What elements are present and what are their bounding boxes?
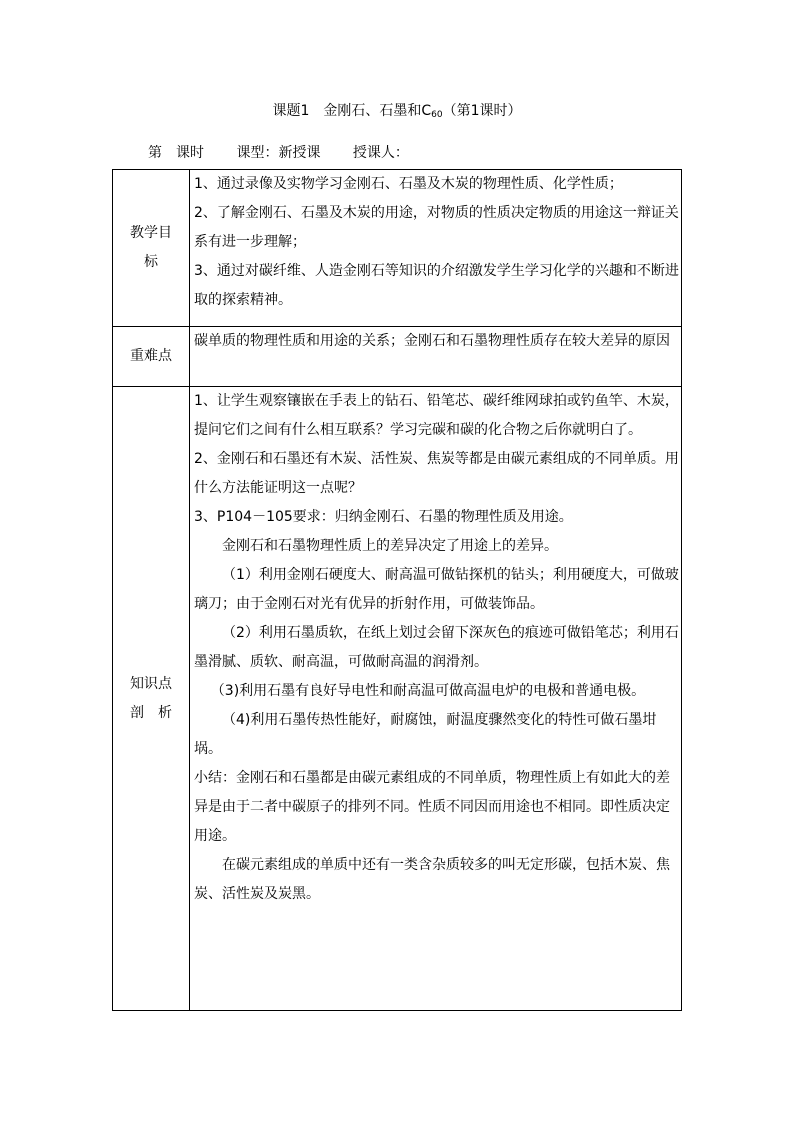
row-label-line: 教学目	[130, 225, 172, 241]
table-row-analysis	[113, 387, 682, 1011]
lesson-title	[0, 100, 794, 126]
paragraph: 在碳元素组成的单质中还有一类含杂质较多的叫无定形碳，包括木炭、焦炭、活性炭及炭黑。	[194, 857, 670, 902]
row-label-line: 重难点	[130, 348, 172, 364]
row-label-objectives	[113, 170, 190, 327]
row-label-key-points	[113, 327, 190, 387]
paragraph: 金刚石和石墨物理性质上的差异决定了用途上的差异。	[222, 538, 558, 554]
lesson-plan-table	[112, 169, 682, 1011]
meta-type: 课型：新授课	[236, 145, 321, 161]
paragraph: 2、金刚石和石墨还有木炭、活性炭、焦炭等都是由碳元素组成的不同单质。用什么方法能证明这一点呢？	[194, 451, 679, 496]
row-content-analysis	[190, 387, 682, 1011]
paragraph: 1、通过录像及实物学习金刚石、石墨及木炭的物理性质、化学性质；	[194, 176, 623, 192]
table-row-key-points	[113, 327, 682, 387]
paragraph: （3)利用石墨有良好导电性和耐高温可做高温电炉的电极和普通电极。	[210, 683, 646, 699]
paragraph: （1）利用金刚石硬度大、耐高温可做钻探机的钻头；利用硬度大，可做玻璃刀；由于金刚石对光有优异的折射作用，可做装饰品。	[194, 567, 679, 612]
row-content-objectives	[190, 170, 682, 327]
meta-teacher: 授课人：	[352, 145, 409, 161]
title-prefix: 课题1 金刚石、石墨和C	[272, 103, 432, 119]
row-label-line: 标	[144, 254, 158, 270]
paragraph: 2、了解金刚石、石墨及木炭的用途，对物质的性质决定物质的用途这一辩证关系有进一步理解；	[194, 205, 679, 250]
row-label-line: 剖 析	[130, 704, 172, 721]
lesson-meta	[148, 142, 437, 164]
paragraph: 小结：金刚石和石墨都是由碳元素组成的不同单质，物理性质上有如此大的差异是由于二者中碳原子的排列不同。性质不同因而用途也不相同。即性质决定用途。	[194, 770, 670, 844]
meta-lesson: 第 课时	[148, 145, 204, 161]
paragraph: （4)利用石墨传热性能好，耐腐蚀，耐温度骤然变化的特性可做石墨坩埚。	[194, 712, 657, 757]
title-suffix: （第1课时）	[442, 103, 522, 119]
paragraph: 1、让学生观察镶嵌在手表上的钻石、铅笔芯、碳纤维网球拍或钓鱼竿、木炭，提问它们之间有什么相互联系？学习完碳和碳的化合物之后你就明白了。	[194, 393, 679, 438]
paragraph: 碳单质的物理性质和用途的关系；金刚石和石墨物理性质存在较大差异的原因	[194, 333, 670, 349]
title-subscript: 60	[431, 110, 443, 120]
paragraph: 3、P104－105要求：归纳金刚石、石墨的物理性质及用途。	[194, 509, 573, 525]
paragraph: （2）利用石墨质软，在纸上划过会留下深灰色的痕迹可做铅笔芯；利用石墨滑腻、质软、耐高温，可做耐高温的润滑剂。	[194, 625, 679, 670]
table-row-objectives	[113, 170, 682, 327]
row-label-analysis	[113, 387, 190, 1011]
row-content-key-points	[190, 327, 682, 387]
paragraph: 3、通过对碳纤维、人造金刚石等知识的介绍激发学生学习化学的兴趣和不断进取的探索精神。	[194, 263, 679, 308]
row-label-line: 知识点	[130, 675, 172, 692]
